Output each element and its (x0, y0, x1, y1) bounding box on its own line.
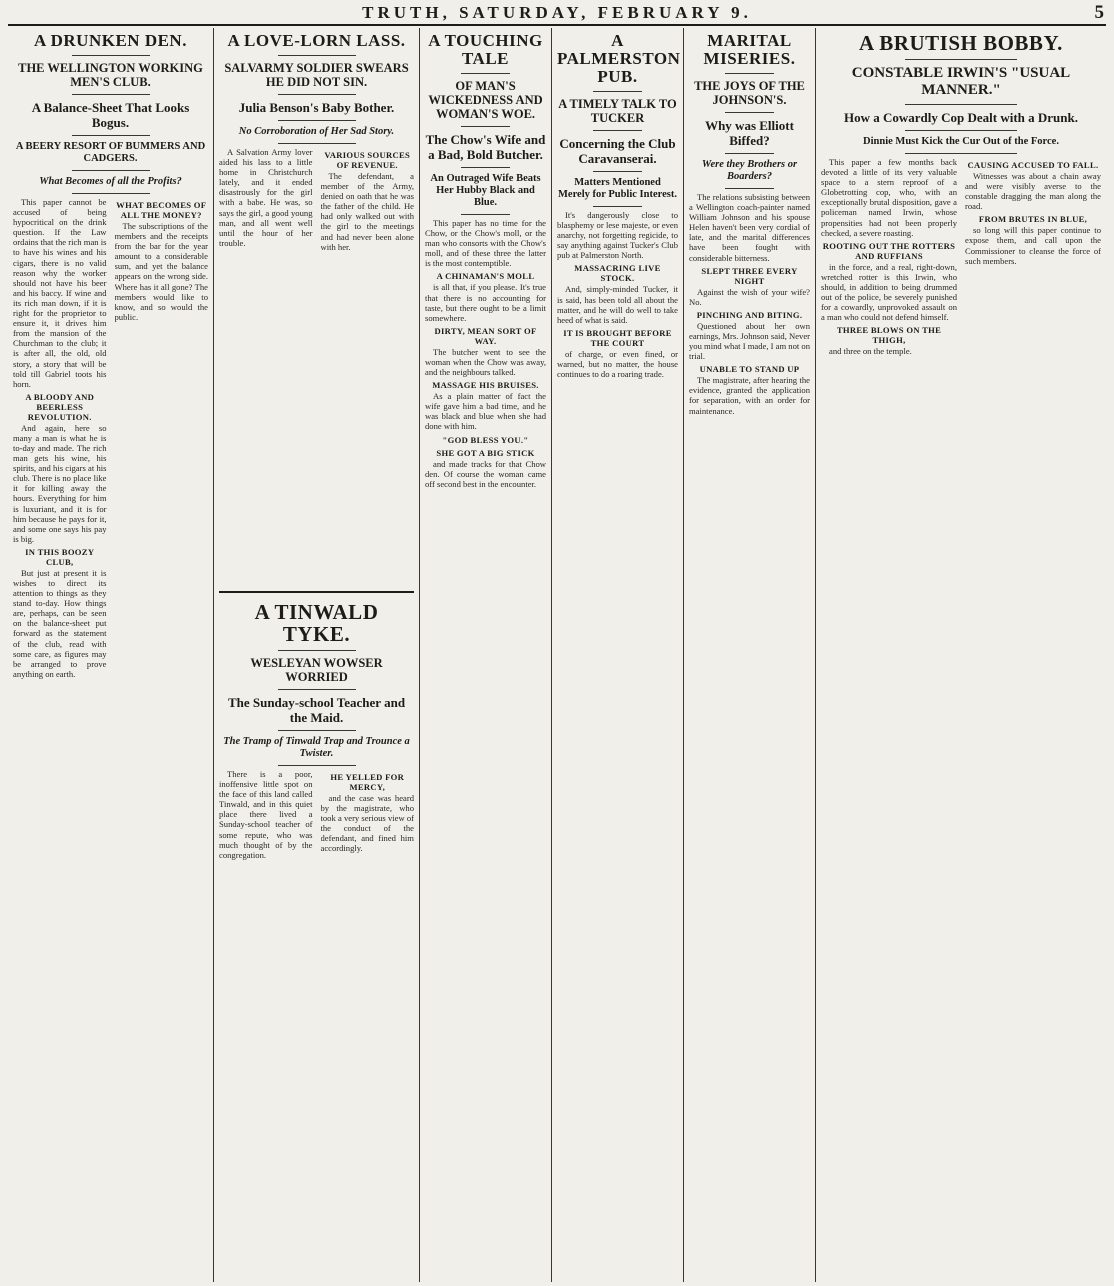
divider (278, 120, 356, 121)
headline-drunken-den: A DRUNKEN DEN. (34, 31, 187, 50)
subheadline-constable-irwin: CONSTABLE IRWIN'S "USUAL MANNER." (851, 65, 1071, 98)
headline-brutish-bobby: A BRUTISH BOBBY. (859, 31, 1063, 55)
subheadline-salvarmy-soldier: SALVARMY SOLDIER SWEARS HE DID NOT SIN. (224, 61, 409, 89)
headline-love-lorn-lass: A LOVE-LORN LASS. (227, 31, 406, 50)
deck-club-caravanserai: Concerning the Club Caravanserai. (559, 136, 676, 166)
section-heading: ROOTING OUT THE ROTTERS AND RUFFIANS (822, 240, 956, 261)
article-subcolumn-right (115, 197, 209, 1282)
divider (278, 689, 356, 690)
column-touching-tale (420, 28, 552, 1282)
newspaper-columns (8, 28, 1106, 1282)
column-drunken-den (8, 28, 214, 1282)
divider (461, 73, 509, 74)
article-body-touching-tale (425, 218, 546, 1282)
deck-public-interest: Matters Mentioned Merely for Public Interest. (558, 177, 677, 200)
deck-balance-sheet: A Balance-Sheet That Looks Bogus. (31, 100, 190, 130)
deck-cowardly-cop: How a Cowardly Cop Dealt with a Drunk. (843, 110, 1078, 125)
subheadline-timely-talk: A TIMELY TALK TO TUCKER (558, 97, 677, 125)
subheadline-mans-wickedness: OF MAN'S WICKEDNESS AND WOMAN'S WOE. (428, 79, 543, 121)
section-heading: A BLOODY AND BEERLESS REVOLUTION. (25, 391, 95, 422)
paragraph: And again, here so many a man is what he is to-day and made. The rich man gets his wine, his spirits, and his cigars at his club. There is no place like it for killing away the hours. Everything for him is luxuriant, and it is for him because he pays for it, and some one says his pay is big. (13, 422, 107, 544)
divider (278, 55, 356, 56)
deck-brothers-boarders: Were they Brothers or Boarders? (701, 159, 798, 182)
paragraph: is all that, if you please. It's true that there is no accounting for taste, but there ought to be a limit somewhere. (425, 282, 546, 323)
article-subcolumn-left (821, 157, 957, 1282)
column-love-lorn-lass (214, 28, 420, 1282)
divider (905, 59, 1017, 60)
divider (72, 55, 150, 56)
column-brutish-bobby (816, 28, 1106, 1282)
divider (905, 153, 1017, 154)
section-heading: CAUSING ACCUSED TO FALL. (967, 160, 1099, 170)
column-palmerston-pub (552, 28, 684, 1282)
paragraph: of charge, or even fined, or warned, but no matter, the house continues to do a roaring trade. (557, 348, 678, 380)
section-heading: SLEPT THREE EVERY NIGHT (701, 265, 798, 286)
divider (461, 167, 509, 168)
headline-touching-tale: A TOUCHING TALE (428, 31, 543, 68)
divider (72, 170, 150, 171)
deck-profits: What Becomes of all the Profits? (39, 176, 182, 187)
divider (461, 214, 509, 215)
divider (725, 153, 773, 154)
section-heading: HE YELLED FOR MERCY, (330, 772, 405, 792)
deck-chows-wife: The Chow's Wife and a Bad, Bold Butcher. (425, 132, 546, 162)
divider (278, 143, 356, 144)
divider (72, 193, 150, 194)
article-subcolumn-left (219, 769, 313, 1282)
paragraph: and made tracks for that Chow den. Of course the woman came off second best in the encounter. (425, 458, 546, 489)
paragraph: Against the wish of your wife? No. (689, 286, 810, 307)
deck-baby-bother: Julia Benson's Baby Bother. (238, 100, 395, 115)
divider (461, 126, 509, 127)
article-subcolumn-left (13, 197, 107, 1282)
divider (72, 135, 150, 136)
paragraph: and three on the temple. (829, 346, 912, 357)
divider (593, 171, 641, 172)
article-body-love-lorn-lass (219, 147, 414, 587)
divider (593, 91, 641, 92)
divider (593, 130, 641, 131)
paragraph: It's dangerously close to blasphemy or lese majeste, or even anarchy, not forgetting regicide, to say anything against Tucker's Club pub at Palmerston North. (557, 210, 678, 261)
divider (725, 112, 773, 113)
deck-tinwald-trap: The Tramp of Tinwald Trap and Trounce a Twister. (223, 736, 410, 759)
article-body-brutish-bobby (821, 157, 1101, 1282)
column-marital-miseries (684, 28, 816, 1282)
divider (725, 188, 773, 189)
deck-beery-resort: A BEERY RESORT OF BUMMERS AND CADGERS. (15, 141, 206, 164)
section-heading: "GOD BLESS YOU." (442, 434, 529, 445)
paragraph: Witnesses was about a chain away and were visibly averse to the constable dragging the man along the road. (965, 171, 1101, 212)
newspaper-title: TRUTH, SATURDAY, FEBRUARY 9. (362, 3, 752, 22)
paragraph: The defendant, a member of the Army, denied on oath that he was the father of the child. He had only walked out with the girl to the meetings and had never been alone with her. (320, 171, 414, 252)
section-heading: PINCHING AND BITING. (696, 309, 803, 320)
paragraph: The butcher went to see the woman when the Chow was away, and the neighbours talked. (425, 346, 546, 378)
paragraph: There is a poor, inoffensive little spot on the face of this land called Tinwald, and in this quiet place there lived a Sunday-school teacher of some repute, who was much thought of by the congregation. (219, 769, 313, 860)
divider (278, 730, 356, 731)
paragraph: As a plain matter of fact the wife gave him a bad time, and he was black and blue when she had done with him. (425, 391, 546, 432)
divider (905, 104, 1017, 105)
page-number: 5 (1094, 2, 1104, 23)
subheadline-working-mens-club: THE WELLINGTON WORKING MEN'S CLUB. (18, 61, 203, 89)
headline-tinwald-tyke: A TINWALD TYKE. (254, 600, 379, 646)
paragraph: A Salvation Army lover aided his lass to a little home in Christchurch lately, and it ended disastrously for the girl with a babe. He was, so says the girl, a good young man, and all went well until the hour of her trouble. (219, 147, 313, 248)
divider (725, 73, 773, 74)
divider (72, 94, 150, 95)
section-heading: UNABLE TO STAND UP (699, 364, 800, 375)
paragraph: in the force, and a real, right-down, wretched rotter is this Irwin, who should, in addition to being drummed out of the police, be severely punished for a cowardly, unprovoked assault on a man who could not defend himself. (821, 261, 957, 323)
masthead (8, 2, 1106, 26)
article-subcolumn-right (321, 769, 415, 1282)
paragraph: This paper has no time for the Chow, or the Chow's moll, or the man who consorts with the Chow's moll, and of these three the latter is the most contemptible. (425, 218, 546, 269)
paragraph: But just at present it is wishes to direct its attention to things as they stand to-day. How things are, perhaps, can be seen on the balance-sheet put forward as the statement of the club, read with some care, as figures may be arranged to prove anything on earth. (13, 567, 107, 679)
section-heading: FROM BRUTES IN BLUE, (978, 214, 1088, 225)
headline-palmerston-pub: A PALMERSTON PUB. (557, 31, 681, 86)
deck-sunday-school-teacher: The Sunday-school Teacher and the Maid. (227, 695, 406, 725)
deck-no-corroboration: No Corroboration of Her Sad Story. (238, 126, 395, 137)
deck-dinnie-kick: Dinnie Must Kick the Cur Out of the Force. (863, 136, 1059, 147)
section-heading: IT IS BROUGHT BEFORE THE COURT (563, 327, 672, 348)
paragraph: The relations subsisting between a Wellington coach-painter named William Johnson and his spouse Helen haven't been very cordial of late, and the marital differences have been fought with considerable bitterness. (689, 192, 810, 263)
deck-elliott-biffed: Why was Elliott Biffed? (705, 118, 794, 148)
paragraph: Questioned about her own earnings, Mrs. Johnson said, Never you mind what I made, I am not on trial. (689, 320, 810, 362)
section-heading: THREE BLOWS ON THE THIGH, (836, 325, 942, 346)
divider (278, 650, 356, 651)
divider (278, 94, 356, 95)
article-body-marital-miseries (689, 192, 810, 1282)
section-heading: MASSAGE HIS BRUISES. (432, 380, 539, 391)
article-separator (219, 591, 414, 593)
section-heading: WHAT BECOMES OF ALL THE MONEY? (116, 200, 207, 220)
section-heading: DIRTY, MEAN SORT OF WAY. (434, 325, 537, 346)
headline-marital-miseries: MARITAL MISERIES. (703, 31, 796, 68)
section-heading: A CHINAMAN'S MOLL (436, 271, 535, 282)
article-subcolumn-right (965, 157, 1101, 1282)
paragraph: The magistrate, after hearing the evidence, granted the application for separation, with an order for maintenance. (689, 375, 810, 416)
article-body-palmerston-pub (557, 210, 678, 1282)
subheadline-johnsons: THE JOYS OF THE JOHNSON'S. (694, 79, 805, 107)
subheadline-wesleyan-wowser: WESLEYAN WOWSER WORRIED (250, 656, 383, 684)
section-heading: MASSACRING LIVE STOCK. (574, 263, 661, 284)
divider (905, 130, 1017, 131)
paragraph: This paper cannot be accused of being hypocritical on the drink question. If the Law ordains that the rich man is to have his wines and his cigars, there is no valid reason why the worker should not have his beer and his baccy. If wine and its rich man down, if it is right for the proprietor to ensure it, it drives him from the mansion of the Churchman to the club; it is after all, the old, old story, a story that will be told till Gabriel toots his horn. (13, 197, 107, 389)
paragraph: and the case was heard by the magistrate, who took a very serious view of the conduct of the defendant, and fined him accordingly. (320, 793, 414, 854)
article-body-drunken-den (13, 197, 208, 1282)
section-heading: IN THIS BOOZY CLUB, (25, 546, 95, 567)
divider (593, 206, 641, 207)
deck-outraged-wife: An Outraged Wife Beats Her Hubby Black and Blue. (430, 173, 541, 208)
section-heading: VARIOUS SOURCES OF REVENUE. (324, 150, 411, 170)
paragraph: so long will this paper continue to expose them, and call upon the Commissioner to cleanse the force of such members. (965, 225, 1101, 266)
article-subcolumn-right (321, 147, 415, 587)
article-body-tinwald-tyke (219, 769, 414, 1282)
paragraph: This paper a few months back devoted a little of its very valuable space to a stern reproof of a Globetrotting cop, who, with an exceptionally brutal disposition, gave a policeman named Irwin, whose propensities had not been properly checked, a severe roasting. (821, 157, 957, 238)
paragraph: The subscriptions of the members and the receipts from the bar for the year amount to a considerable sum, and yet the balance appears on the wrong side. Where has it all gone? The members would like to know, and so would the public. (114, 221, 208, 322)
divider (278, 765, 356, 766)
section-heading: SHE GOT A BIG STICK (436, 447, 535, 458)
article-subcolumn-left (219, 147, 313, 587)
paragraph: And, simply-minded Tucker, it is said, has been told all about the matter, and he will do well to take heed of what is said. (557, 284, 678, 325)
